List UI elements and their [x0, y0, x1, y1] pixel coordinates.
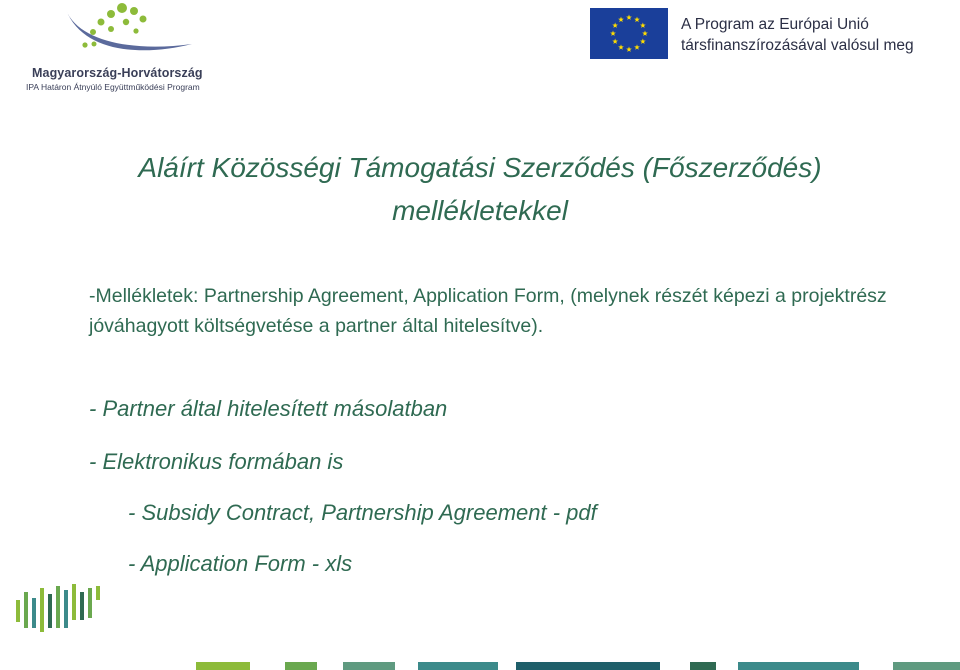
sub-bullet-pdf: - Subsidy Contract, Partnership Agreement - pdf [128, 500, 597, 525]
bottom-color-bar [0, 659, 960, 670]
slide-title [0, 146, 960, 232]
bullet-certified-copy: - Partner által hitelesített másolatban [89, 396, 448, 421]
program-logo [26, 0, 226, 95]
bullet-electronic-form: - Elektronikus formában is [89, 449, 344, 474]
logo-subtitle: IPA Határon Átnyúló Együttműködési Program [26, 82, 200, 92]
slide-title-line1: Aláírt Közösségi Támogatási Szerződés (Főszerződés) [138, 152, 822, 183]
decorative-bars-icon [14, 584, 114, 648]
attachments-paragraph: -Mellékletek: Partnership Agreement, Application Form, (melynek részét képezi a projektrész jóváhagyott költségvetése a partner által hitelesítve). [89, 285, 887, 337]
slide-title-line2: mellékletekkel [392, 195, 568, 226]
eu-cofinancing-text [681, 14, 914, 56]
dots-and-swoosh-logo-icon [64, 2, 204, 64]
sub-bullet-xls: - Application Form - xls [128, 551, 353, 576]
logo-title: Magyarország-Horvátország [32, 66, 203, 80]
eu-text-line2: társfinanszírozásával valósul meg [681, 37, 914, 54]
eu-text-line1: A Program az Európai Unió [681, 16, 869, 33]
eu-flag-icon [590, 8, 668, 59]
